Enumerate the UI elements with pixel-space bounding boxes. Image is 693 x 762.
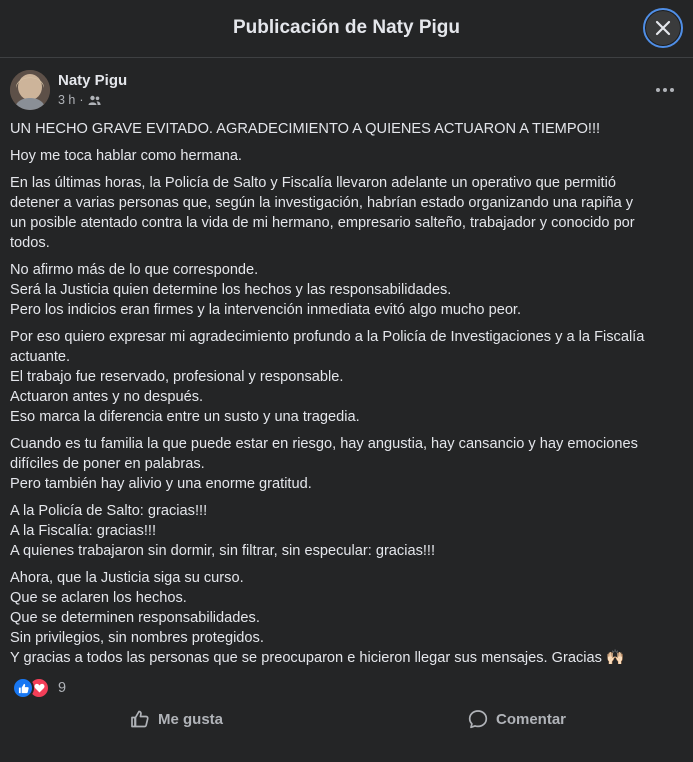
post-text-line: Cuando es tu familia la que puede estar en riesgo, hay angustia, hay cansancio y hay emociones xyxy=(10,436,638,452)
close-icon xyxy=(655,20,671,36)
reactions-summary[interactable] xyxy=(12,678,66,698)
comment-label: Comentar xyxy=(496,710,567,728)
post-text-line: un posible atentado contra la vida de mi hermano, empresario salteño, trabajador y conocido por xyxy=(10,215,635,231)
post-header xyxy=(10,70,683,112)
post-meta xyxy=(58,93,101,107)
post-text-line: todos. xyxy=(10,235,50,251)
post-paragraph xyxy=(10,173,682,253)
post-text-line: Eso marca la diferencia entre un susto y una tragedia. xyxy=(10,409,360,425)
avatar[interactable] xyxy=(10,70,50,110)
post-text-line: En las últimas horas, la Policía de Salto y Fiscalía llevaron adelante un operativo que permitió xyxy=(10,175,616,191)
friends-icon xyxy=(88,95,101,106)
post-text-line: A la Fiscalía: gracias!!! xyxy=(10,523,156,539)
meta-separator: · xyxy=(79,93,84,107)
like-reaction-icon xyxy=(12,677,34,699)
post-text-line: actuante. xyxy=(10,349,71,365)
post-text-line: Pero los indicios eran firmes y la intervención inmediata evitó algo mucho peor. xyxy=(10,302,522,318)
post-paragraph xyxy=(10,119,682,139)
post-paragraph xyxy=(10,260,682,320)
dialog-header xyxy=(0,0,693,58)
post-time[interactable]: 3 h xyxy=(58,93,76,107)
post-text-line: El trabajo fue reservado, profesional y responsable. xyxy=(10,369,344,385)
post-text-line: Que se determinen responsabilidades. xyxy=(10,610,260,626)
post-text-line: Sin privilegios, sin nombres protegidos. xyxy=(10,630,264,646)
comment-button[interactable] xyxy=(468,700,566,738)
more-icon xyxy=(656,88,674,92)
dialog-title: Publicación de Naty Pigu xyxy=(233,17,460,38)
post-paragraph xyxy=(10,146,682,166)
post-text-line: Y gracias a todos las personas que se preocuparon e hicieron llegar sus mensajes. Gracias 🙌🏻 xyxy=(10,650,625,666)
thumbs-up-icon xyxy=(130,709,150,729)
post-text-line: Que se aclaren los hechos. xyxy=(10,590,187,606)
post-text-line: A la Policía de Salto: gracias!!! xyxy=(10,503,208,519)
more-options-button[interactable] xyxy=(653,80,677,100)
post-text-line: Pero también hay alivio y una enorme gratitud. xyxy=(10,476,312,492)
close-button[interactable] xyxy=(643,8,683,48)
post-text xyxy=(10,119,682,675)
post-text-line: UN HECHO GRAVE EVITADO. AGRADECIMIENTO A QUIENES ACTUARON A TIEMPO!!! xyxy=(10,121,601,137)
post-paragraph xyxy=(10,434,682,494)
post-text-line: Por eso quiero expresar mi agradecimiento profundo a la Policía de Investigaciones y a la Fiscalía xyxy=(10,329,645,345)
post-text-line: detener a varias personas que, según la investigación, habrían estado organizando una rapiña y xyxy=(10,195,634,211)
post-text-line: Hoy me toca hablar como hermana. xyxy=(10,148,242,164)
like-label: Me gusta xyxy=(158,710,224,728)
reaction-count: 9 xyxy=(58,680,67,696)
post-paragraph xyxy=(10,327,682,427)
post-actions xyxy=(10,700,683,738)
post-text-line: Actuaron antes y no después. xyxy=(10,389,204,405)
comment-icon xyxy=(468,709,488,729)
post-paragraph xyxy=(10,568,682,668)
post-paragraph xyxy=(10,501,682,561)
post-text-line: Ahora, que la Justicia siga su curso. xyxy=(10,570,244,586)
author-name[interactable]: Naty Pigu xyxy=(58,72,128,89)
post-text-line: Será la Justicia quien determine los hechos y las responsabilidades. xyxy=(10,282,452,298)
like-button[interactable] xyxy=(130,700,223,738)
post-text-line: difíciles de poner en palabras. xyxy=(10,456,205,472)
post-text-line: A quienes trabajaron sin dormir, sin filtrar, sin especular: gracias!!! xyxy=(10,543,436,559)
post-text-line: No afirmo más de lo que corresponde. xyxy=(10,262,259,278)
